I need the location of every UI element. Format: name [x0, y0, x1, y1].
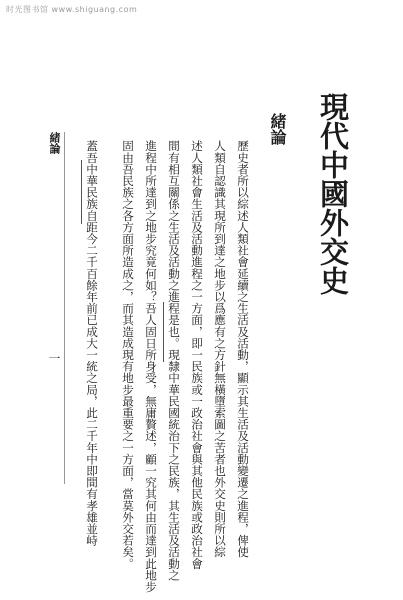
body-column-3: 述人類社會生活及活動進程之一方面，即一民族或一政治社會與其他民族或政治社會 — [190, 140, 204, 570]
body-column-5: 進程中所達到之地步究竟何如？吾人固日所身受，無庸贅述，顧一究其何由而達到此地步 — [144, 140, 158, 593]
body-column-6: 固由吾民族之各方面所造成之，而其造成現有地步最重要之一方面，當莫外交若矣。 — [121, 140, 135, 570]
running-head: 緒論 — [48, 132, 61, 154]
book-title: 現代中國外交史 — [316, 92, 350, 295]
section-heading: 緒論 — [268, 113, 287, 145]
body-column-4: 間有相互關係之生活及活動之進程是也。現隸中華民國統治下之民族，其生活及活動之 — [167, 140, 181, 581]
page-number: 一 — [47, 352, 61, 364]
body-column-7: 蓋吾中華民族自距今二千百餘年前已成大一統之局，此二千年中即間有孝雄並峙 — [85, 140, 99, 546]
watermark: 时光图书馆 www.shiguang.com — [6, 5, 138, 14]
body-column-1: 歷史者所以綜述人類社會延續之生活及活動，顯示其生活及活動變遷之進程，俾使 — [236, 140, 250, 558]
proper-noun-underline — [81, 160, 82, 224]
body-column-2: 人類自認識其現所到達之地步以爲應有之方針無橫墮索圖之苦者也外交史則所以綜 — [213, 140, 227, 558]
margin-rule — [64, 132, 65, 484]
proper-noun-underline — [163, 302, 164, 362]
